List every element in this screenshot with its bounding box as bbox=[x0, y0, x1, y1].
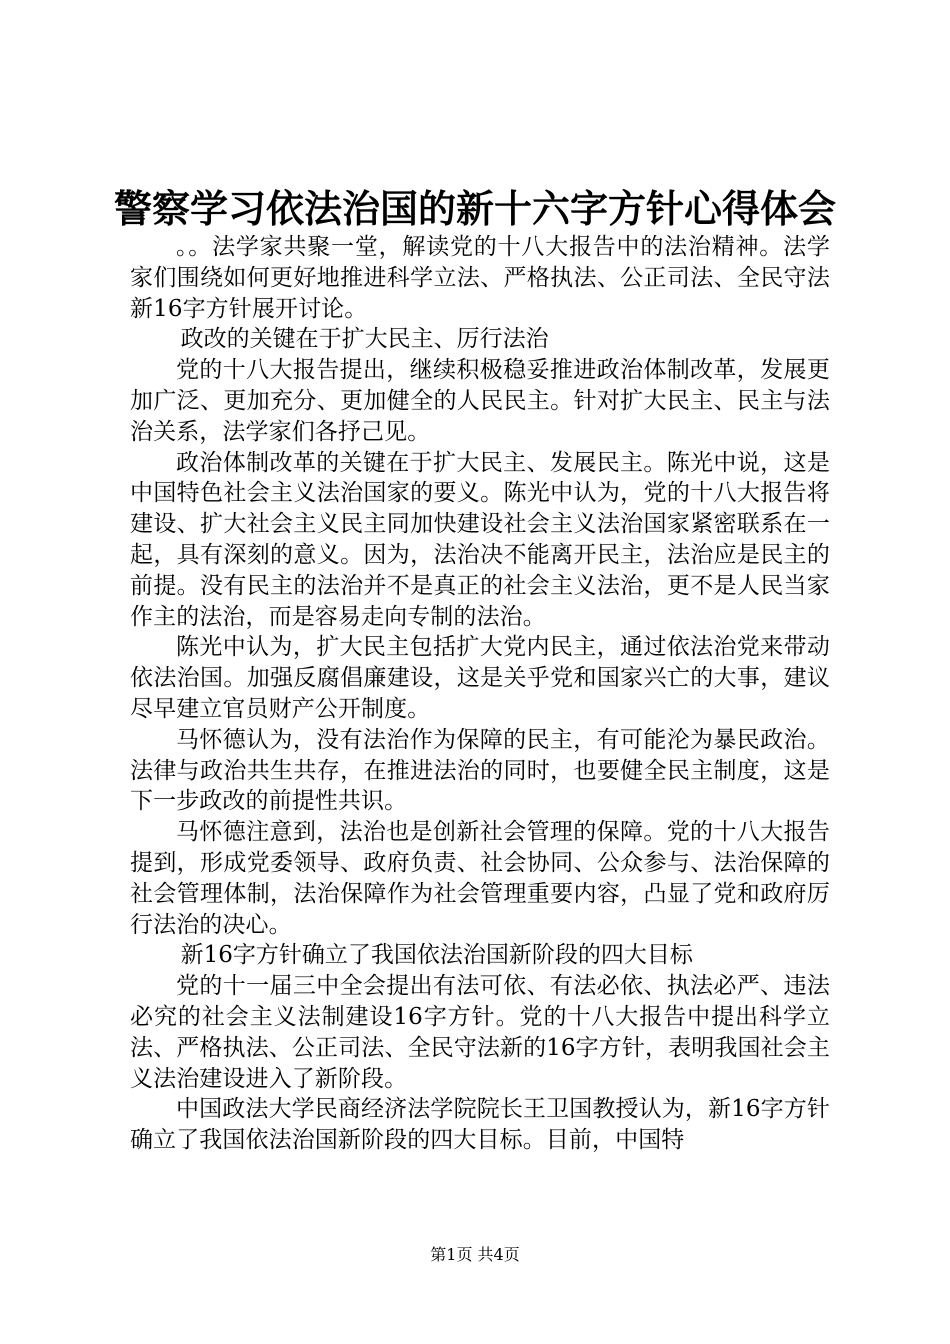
section-heading: 新16字方针确立了我国依法治国新阶段的四大目标 bbox=[180, 942, 693, 969]
paragraph: 政治体制改革的关键在于扩大民主、发展民主。陈光中说，这是中国特色社会主义法治国家的要义。陈光中认为，党的十八大报告将建设、扩大社会主义民主同加快建设社会主义法治国家紧密联系在一起，具有深刻的意义。因为，法治决不能离开民主，法治应是民主的前提。没有民主的法治并不是真正的社会主义法治，更不是人民当家作主的法治，而是容易走向专制的法治。 bbox=[130, 449, 830, 630]
paragraph: 。。法学家共聚一堂，解读党的十八大报告中的法治精神。法学家们围绕如何更好地推进科学立法、严格执法、公正司法、全民守法新16字方针展开讨论。 bbox=[130, 234, 830, 322]
paragraph: 中国政法大学民商经济法学院院长王卫国教授认为，新16字方针确立了我国依法治国新阶段的四大目标。目前，中国特 bbox=[130, 1096, 830, 1154]
paragraph: 马怀德注意到，法治也是创新社会管理的保障。党的十八大报告提到，形成党委领导、政府负责、社会协同、公众参与、法治保障的社会管理体制，法治保障作为社会管理重要内容，凸显了党和政府厉行法治的决心。 bbox=[130, 819, 830, 938]
paragraph: 陈光中认为，扩大民主包括扩大党内民主，通过依法治党来带动依法治国。加强反腐倡廉建设，这是关乎党和国家兴亡的大事，建议尽早建立官员财产公开制度。 bbox=[130, 634, 830, 722]
page-title: 警察学习依法治国的新十六字方针心得体会 bbox=[113, 186, 836, 231]
document-body bbox=[130, 232, 830, 1156]
paragraph: 党的十一届三中全会提出有法可依、有法必依、执法必严、违法必究的社会主义法制建设16字方针。党的十八大报告中提出科学立法、严格执法、公正司法、全民守法新的16字方针，表明我国社会主义法治建设进入了新阶段。 bbox=[130, 973, 830, 1092]
paragraph: 马怀德认为，没有法治作为保障的民主，有可能沦为暴民政治。法律与政治共生共存，在推进法治的同时，也要健全民主制度，这是下一步政改的前提性共识。 bbox=[130, 726, 830, 815]
paragraph: 党的十八大报告提出，继续积极稳妥推进政治体制改革，发展更加广泛、更加充分、更加健全的人民民主。针对扩大民主、民主与法治关系，法学家们各抒己见。 bbox=[130, 357, 830, 445]
section-heading: 政改的关键在于扩大民主、厉行法治 bbox=[180, 326, 549, 353]
page-footer: 第1页 共4页 bbox=[430, 1245, 520, 1264]
